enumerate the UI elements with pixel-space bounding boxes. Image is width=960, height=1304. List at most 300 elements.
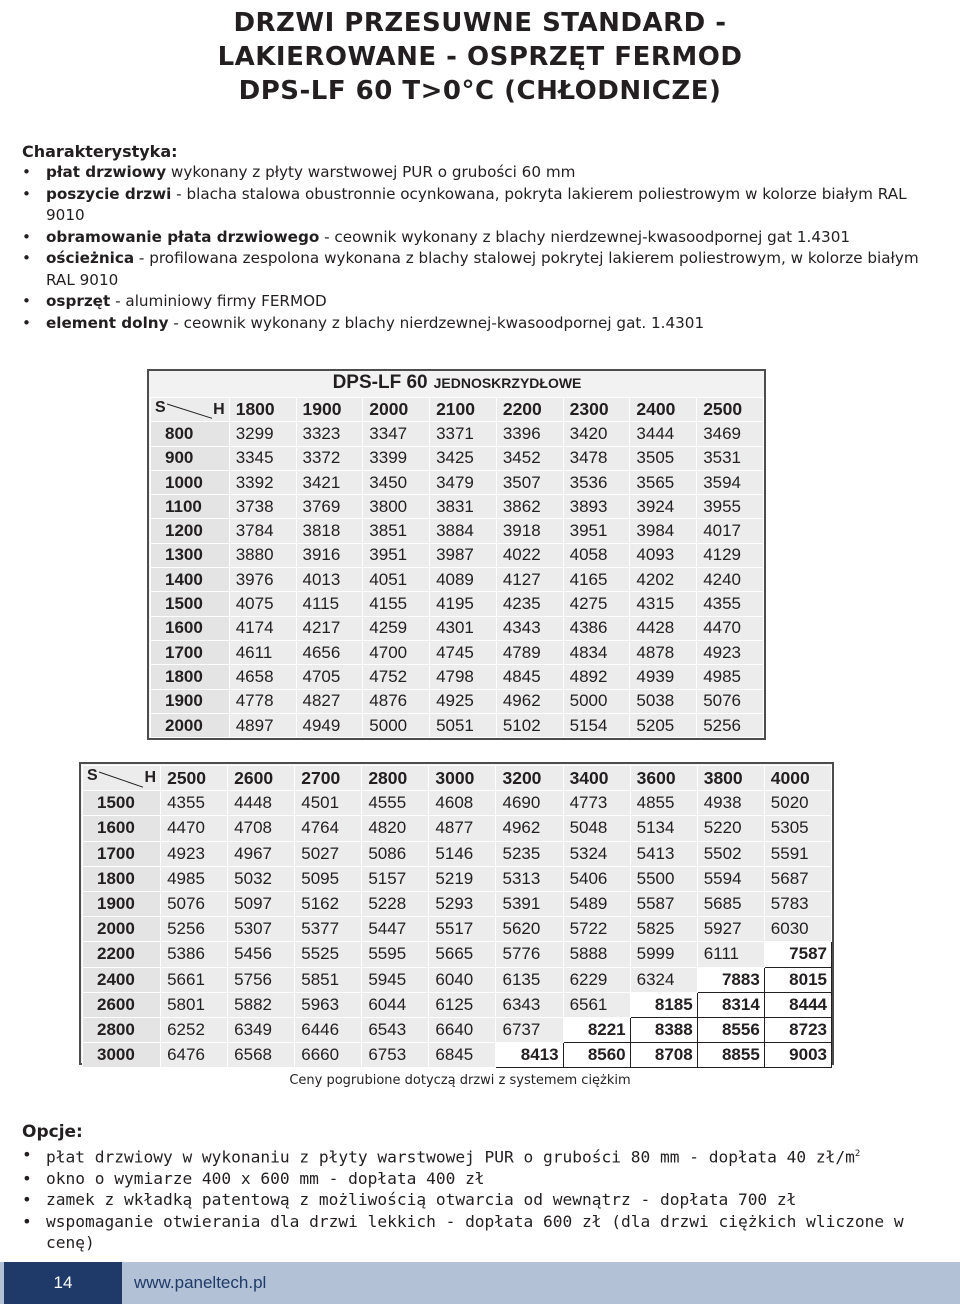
- price-cell: 4834: [563, 640, 630, 664]
- price-cell: 4878: [630, 640, 697, 664]
- price-cell: 6044: [362, 992, 429, 1017]
- price-cell: 4938: [697, 791, 764, 816]
- price-cell: 5595: [362, 942, 429, 967]
- width-row-header: 900: [151, 446, 230, 470]
- width-row-header: 2000: [83, 917, 161, 942]
- height-axis-label: H: [144, 769, 157, 786]
- price-cell: 5134: [630, 816, 697, 841]
- price-cell: 6125: [429, 992, 496, 1017]
- characteristic-desc: - profilowana zespolona wykonana z blachy stalowej pokrytej lakierem poliestrowym, w kolorze białym RAL 9010: [46, 249, 919, 289]
- price-cell: 3851: [363, 519, 430, 543]
- price-cell: 5801: [161, 992, 228, 1017]
- height-header-cell: 1900: [296, 398, 363, 422]
- options-section: [22, 1122, 942, 1254]
- price-cell: 3976: [229, 568, 296, 592]
- price-cell: 4985: [161, 866, 228, 891]
- price-cell: 3987: [430, 543, 497, 567]
- characteristic-desc: - blacha stalowa obustronnie ocynkowana, pokryta lakierem poliestrowym w kolorze białym RAL 9010: [46, 184, 907, 224]
- height-header-cell: 2700: [295, 766, 362, 791]
- price-cell: 4939: [630, 665, 697, 689]
- price-table-single-leaf: [150, 397, 764, 738]
- price-cell: 5051: [430, 713, 497, 737]
- price-cell: 5882: [228, 992, 295, 1017]
- option-item: [22, 1144, 942, 1168]
- price-cell: 6561: [563, 992, 630, 1017]
- price-cell: 5591: [764, 841, 831, 866]
- height-header-cell: 3200: [496, 766, 563, 791]
- price-cell: 3421: [296, 470, 363, 494]
- price-cell: 3450: [363, 470, 430, 494]
- price-cell: 4217: [296, 616, 363, 640]
- price-cell: 5256: [161, 917, 228, 942]
- option-item: • okno o wymiarze 400 x 600 mm - dopłata 400 zł: [22, 1168, 942, 1190]
- height-header-cell: 1800: [229, 398, 296, 422]
- price-cell: 6030: [764, 917, 831, 942]
- width-row-header: 1900: [83, 891, 161, 916]
- price-cell: 5095: [295, 866, 362, 891]
- price-cell: 6640: [429, 1017, 496, 1042]
- price-cell: 4174: [229, 616, 296, 640]
- price-cell: 5000: [563, 689, 630, 713]
- table-row: [151, 713, 764, 737]
- width-row-header: 1500: [83, 791, 161, 816]
- width-row-header: 1800: [83, 866, 161, 891]
- width-row-header: 1400: [151, 568, 230, 592]
- price-cell: 3738: [229, 495, 296, 519]
- width-row-header: 1300: [151, 543, 230, 567]
- price-cell: 4700: [363, 640, 430, 664]
- price-cell: 5517: [429, 917, 496, 942]
- price-cell: 4301: [430, 616, 497, 640]
- price-cell: 3536: [563, 470, 630, 494]
- characteristic-desc: - ceownik wykonany z blachy nierdzewnej-kwasoodpornej gat. 1.4301: [168, 313, 705, 332]
- price-cell: 3399: [363, 446, 430, 470]
- price-cell: 4470: [697, 616, 764, 640]
- price-cell: 6111: [697, 942, 764, 967]
- price-cell: 4051: [363, 568, 430, 592]
- height-header-cell: 2200: [496, 398, 563, 422]
- page-number: 14: [4, 1262, 122, 1304]
- price-cell: 4013: [296, 568, 363, 592]
- price-cell: 5157: [362, 866, 429, 891]
- price-cell-heavy-system: 8723: [764, 1017, 831, 1042]
- price-cell: 3924: [630, 495, 697, 519]
- price-cell: 3507: [496, 470, 563, 494]
- table-row: [151, 422, 764, 446]
- price-cell: 5154: [563, 713, 630, 737]
- price-cell: 4501: [295, 791, 362, 816]
- price-cell-heavy-system: 8413: [496, 1043, 563, 1068]
- characteristic-item: [22, 162, 922, 184]
- price-cell: 5413: [630, 841, 697, 866]
- corner-cell: [151, 398, 230, 422]
- title-line-3: DPS-LF 60 T>0°C (CHŁODNICZE): [238, 76, 722, 106]
- price-cell: 5927: [697, 917, 764, 942]
- price-cell: 6446: [295, 1017, 362, 1042]
- price-cell: 5447: [362, 917, 429, 942]
- price-cell: 5102: [496, 713, 563, 737]
- height-header-cell: 3000: [429, 766, 496, 791]
- price-cell: 4877: [429, 816, 496, 841]
- table-title-sub: JEDNOSKRZYDŁOWE: [433, 375, 582, 391]
- width-row-header: 1800: [151, 665, 230, 689]
- price-cell: 5228: [362, 891, 429, 916]
- width-row-header: 2000: [151, 713, 230, 737]
- price-cell: 4705: [296, 665, 363, 689]
- width-row-header: 1900: [151, 689, 230, 713]
- table-row: [151, 640, 764, 664]
- width-row-header: 2800: [83, 1017, 161, 1042]
- price-cell: 4195: [430, 592, 497, 616]
- price-table-large: [82, 765, 832, 1068]
- price-cell: 4355: [161, 791, 228, 816]
- price-cell: 5162: [295, 891, 362, 916]
- price-cell: 3478: [563, 446, 630, 470]
- width-row-header: 2200: [83, 942, 161, 967]
- width-row-header: 2600: [83, 992, 161, 1017]
- width-row-header: 1500: [151, 592, 230, 616]
- price-cell-heavy-system: 8556: [697, 1017, 764, 1042]
- price-cell: 3594: [697, 470, 764, 494]
- price-cell: 5687: [764, 866, 831, 891]
- price-cell: 4555: [362, 791, 429, 816]
- price-cell: 5038: [630, 689, 697, 713]
- characteristic-item: [22, 227, 922, 249]
- price-cell-heavy-system: 8388: [630, 1017, 697, 1042]
- price-cell: 3347: [363, 422, 430, 446]
- price-cell: 6543: [362, 1017, 429, 1042]
- price-cell: 4259: [363, 616, 430, 640]
- options-heading: Opcje:: [22, 1122, 83, 1142]
- price-cell: 3955: [697, 495, 764, 519]
- price-cell: 4608: [429, 791, 496, 816]
- table-row: [151, 689, 764, 713]
- price-cell: 5945: [362, 967, 429, 992]
- price-cell: 4962: [496, 689, 563, 713]
- table-row: [83, 816, 832, 841]
- price-cell: 3769: [296, 495, 363, 519]
- height-header-cell: 2300: [563, 398, 630, 422]
- page-title: [140, 6, 820, 108]
- table-header-row: [83, 766, 832, 791]
- price-cell: 5620: [496, 917, 563, 942]
- price-cell: 4764: [295, 816, 362, 841]
- price-cell-heavy-system: 8708: [630, 1043, 697, 1068]
- price-cell: 4892: [563, 665, 630, 689]
- price-cell: 6737: [496, 1017, 563, 1042]
- price-cell: 3800: [363, 495, 430, 519]
- characteristic-term: płat drzwiowy: [46, 163, 167, 181]
- price-cell: 5324: [563, 841, 630, 866]
- price-cell: 6568: [228, 1043, 295, 1068]
- width-row-header: 1100: [151, 495, 230, 519]
- price-cell: 6040: [429, 967, 496, 992]
- price-cell: 3323: [296, 422, 363, 446]
- price-cell: 5086: [362, 841, 429, 866]
- price-cell: 5235: [496, 841, 563, 866]
- table-row: [151, 519, 764, 543]
- price-cell: 5048: [563, 816, 630, 841]
- price-table-single-leaf-title: [150, 372, 764, 398]
- price-cell: 3784: [229, 519, 296, 543]
- price-cell: 4017: [697, 519, 764, 543]
- width-axis-label: S: [87, 767, 98, 784]
- characteristic-desc: - ceownik wykonany z blachy nierdzewnej-kwasoodpornej gat 1.4301: [319, 227, 851, 246]
- width-row-header: 1600: [151, 616, 230, 640]
- table-row: [83, 791, 832, 816]
- price-cell: 5851: [295, 967, 362, 992]
- table-row: [83, 891, 832, 916]
- option-item: • wspomaganie otwierania dla drzwi lekkich - dopłata 600 zł (dla drzwi ciężkich wliczone w cenę): [22, 1211, 942, 1254]
- price-cell: 4876: [363, 689, 430, 713]
- price-cell: 5502: [697, 841, 764, 866]
- width-row-header: 1700: [151, 640, 230, 664]
- price-cell: 3345: [229, 446, 296, 470]
- price-cell: 4448: [228, 791, 295, 816]
- price-cell: 3831: [430, 495, 497, 519]
- price-cell: 5219: [429, 866, 496, 891]
- width-row-header: 3000: [83, 1043, 161, 1068]
- price-cell: 5489: [563, 891, 630, 916]
- price-cell: 4745: [430, 640, 497, 664]
- price-cell: 5220: [697, 816, 764, 841]
- price-cell: 3951: [563, 519, 630, 543]
- price-cell: 5888: [563, 942, 630, 967]
- table-row: [83, 917, 832, 942]
- price-cell: 4075: [229, 592, 296, 616]
- table-row: [151, 470, 764, 494]
- price-cell: 4773: [563, 791, 630, 816]
- price-cell: 5305: [764, 816, 831, 841]
- characteristic-item: [22, 184, 922, 227]
- price-cell: 5256: [697, 713, 764, 737]
- height-header-cell: 3800: [697, 766, 764, 791]
- option-superscript: 2: [854, 1149, 861, 1159]
- price-cell: 5963: [295, 992, 362, 1017]
- price-cell: 4827: [296, 689, 363, 713]
- price-cell: 4343: [496, 616, 563, 640]
- price-cell-heavy-system: 8444: [764, 992, 831, 1017]
- price-cell: 4985: [697, 665, 764, 689]
- characteristic-term: obramowanie płata drzwiowego: [46, 227, 320, 246]
- price-cell: 3862: [496, 495, 563, 519]
- height-header-cell: 2500: [697, 398, 764, 422]
- price-cell: 4778: [229, 689, 296, 713]
- heavy-system-note: Ceny pogrubione dotyczą drzwi z systemem ciężkim: [289, 1073, 631, 1088]
- price-cell: 5456: [228, 942, 295, 967]
- price-cell: 3916: [296, 543, 363, 567]
- height-header-cell: 2100: [430, 398, 497, 422]
- price-cell: 3444: [630, 422, 697, 446]
- price-cell: 4923: [161, 841, 228, 866]
- price-cell: 4611: [229, 640, 296, 664]
- characteristic-desc: wykonany z płyty warstwowej PUR o grubości 60 mm: [166, 163, 576, 181]
- price-cell: 4089: [430, 568, 497, 592]
- price-cell: 5825: [630, 917, 697, 942]
- price-cell: 5205: [630, 713, 697, 737]
- price-cell: 5076: [697, 689, 764, 713]
- price-cell-heavy-system: 7883: [697, 967, 764, 992]
- table-row: [83, 1043, 832, 1068]
- price-cell: 3372: [296, 446, 363, 470]
- characteristics-section: [22, 142, 922, 334]
- table-row: [151, 495, 764, 519]
- width-row-header: 1000: [151, 470, 230, 494]
- price-cell: 6229: [563, 967, 630, 992]
- price-cell: 6324: [630, 967, 697, 992]
- price-cell: 4275: [563, 592, 630, 616]
- price-cell: 5000: [363, 713, 430, 737]
- price-cell: 4165: [563, 568, 630, 592]
- price-cell: 5500: [630, 866, 697, 891]
- price-cell: 5525: [295, 942, 362, 967]
- price-cell: 3299: [229, 422, 296, 446]
- price-cell: 3469: [697, 422, 764, 446]
- title-line-2: LAKIEROWANE - OSPRZĘT FERMOD: [217, 42, 743, 72]
- width-axis-label: S: [155, 399, 166, 416]
- height-header-cell: 4000: [764, 766, 831, 791]
- price-cell: 3951: [363, 543, 430, 567]
- characteristic-term: element dolny: [46, 313, 169, 332]
- price-cell: 3818: [296, 519, 363, 543]
- price-cell: 4708: [228, 816, 295, 841]
- table-row: [83, 866, 832, 891]
- price-cell: 4897: [229, 713, 296, 737]
- height-header-cell: 2800: [362, 766, 429, 791]
- price-cell: 3479: [430, 470, 497, 494]
- price-cell: 5685: [697, 891, 764, 916]
- height-axis-label: H: [213, 401, 225, 418]
- price-cell: 3531: [697, 446, 764, 470]
- characteristic-item: [22, 248, 922, 291]
- footer-bar: [0, 1262, 960, 1304]
- price-cell: 6476: [161, 1043, 228, 1068]
- characteristic-item: [22, 291, 922, 313]
- price-cell: 4798: [430, 665, 497, 689]
- width-row-header: 1200: [151, 519, 230, 543]
- price-cell: 6845: [429, 1043, 496, 1068]
- price-cell: 5587: [630, 891, 697, 916]
- price-cell-heavy-system: 8015: [764, 967, 831, 992]
- characteristic-term: ościeżnica: [46, 249, 135, 267]
- price-cell-heavy-system: 7587: [764, 942, 831, 967]
- price-cell: 5146: [429, 841, 496, 866]
- price-cell: 6349: [228, 1017, 295, 1042]
- price-cell-heavy-system: 8185: [630, 992, 697, 1017]
- price-cell: 5076: [161, 891, 228, 916]
- price-cell: 4658: [229, 665, 296, 689]
- price-cell: 4129: [697, 543, 764, 567]
- price-cell: 4470: [161, 816, 228, 841]
- price-cell: 5999: [630, 942, 697, 967]
- price-cell: 6135: [496, 967, 563, 992]
- price-cell: 3396: [496, 422, 563, 446]
- table-row: [151, 446, 764, 470]
- price-cell: 5313: [496, 866, 563, 891]
- price-cell: 6753: [362, 1043, 429, 1068]
- price-cell: 4115: [296, 592, 363, 616]
- table-row: [83, 967, 832, 992]
- price-cell: 4093: [630, 543, 697, 567]
- price-cell: 5776: [496, 942, 563, 967]
- characteristics-heading: Charakterystyka:: [22, 142, 178, 161]
- price-cell: 4752: [363, 665, 430, 689]
- option-text: płat drzwiowy w wykonaniu z płyty warstwowej PUR o grubości 80 mm - dopłata 40 zł/m: [46, 1147, 855, 1167]
- price-cell: 5020: [764, 791, 831, 816]
- price-cell: 6660: [295, 1043, 362, 1068]
- table-row: [151, 568, 764, 592]
- price-cell: 4386: [563, 616, 630, 640]
- price-cell: 3884: [430, 519, 497, 543]
- price-cell: 3452: [496, 446, 563, 470]
- price-cell: 3420: [563, 422, 630, 446]
- characteristic-term: osprzęt: [46, 292, 111, 310]
- price-cell: 6343: [496, 992, 563, 1017]
- price-cell: 4845: [496, 665, 563, 689]
- price-cell: 5377: [295, 917, 362, 942]
- table-row: [151, 616, 764, 640]
- price-cell: 4127: [496, 568, 563, 592]
- price-cell: 4855: [630, 791, 697, 816]
- price-cell-heavy-system: 8221: [563, 1017, 630, 1042]
- price-cell: 6252: [161, 1017, 228, 1042]
- height-header-cell: 3400: [563, 766, 630, 791]
- price-cell: 5661: [161, 967, 228, 992]
- height-header-cell: 2500: [161, 766, 228, 791]
- price-cell-heavy-system: 8560: [563, 1043, 630, 1068]
- price-cell: 5783: [764, 891, 831, 916]
- price-cell: 3918: [496, 519, 563, 543]
- price-cell: 4789: [496, 640, 563, 664]
- price-cell: 3984: [630, 519, 697, 543]
- height-header-cell: 3600: [630, 766, 697, 791]
- price-cell: 4656: [296, 640, 363, 664]
- price-cell: 4022: [496, 543, 563, 567]
- price-cell: 4923: [697, 640, 764, 664]
- table-header-row: [151, 398, 764, 422]
- option-item: • zamek z wkładką patentową z możliwością otwarcia od wewnątrz - dopłata 700 zł: [22, 1189, 942, 1211]
- price-cell-heavy-system: 9003: [764, 1043, 831, 1068]
- price-cell: 4925: [430, 689, 497, 713]
- characteristic-desc: - aluminiowy firmy FERMOD: [110, 292, 327, 310]
- width-row-header: 2400: [83, 967, 161, 992]
- price-cell: 5097: [228, 891, 295, 916]
- price-cell: 3392: [229, 470, 296, 494]
- price-cell: 5391: [496, 891, 563, 916]
- table-row: [83, 1017, 832, 1042]
- price-cell: 4428: [630, 616, 697, 640]
- price-cell-heavy-system: 8314: [697, 992, 764, 1017]
- table-row: [83, 992, 832, 1017]
- price-cell: 4155: [363, 592, 430, 616]
- table-row: [151, 665, 764, 689]
- website-link[interactable]: www.paneltech.pl: [134, 1273, 267, 1292]
- height-header-cell: 2000: [363, 398, 430, 422]
- price-cell: 4315: [630, 592, 697, 616]
- price-cell: 3505: [630, 446, 697, 470]
- price-cell: 3425: [430, 446, 497, 470]
- price-cell: 5293: [429, 891, 496, 916]
- width-row-header: 800: [151, 422, 230, 446]
- price-cell: 3893: [563, 495, 630, 519]
- price-cell: 4949: [296, 713, 363, 737]
- price-cell: 4235: [496, 592, 563, 616]
- width-row-header: 1700: [83, 841, 161, 866]
- table-row: [83, 942, 832, 967]
- table-title-main: DPS-LF 60: [332, 372, 428, 393]
- price-cell: 4820: [362, 816, 429, 841]
- height-header-cell: 2600: [228, 766, 295, 791]
